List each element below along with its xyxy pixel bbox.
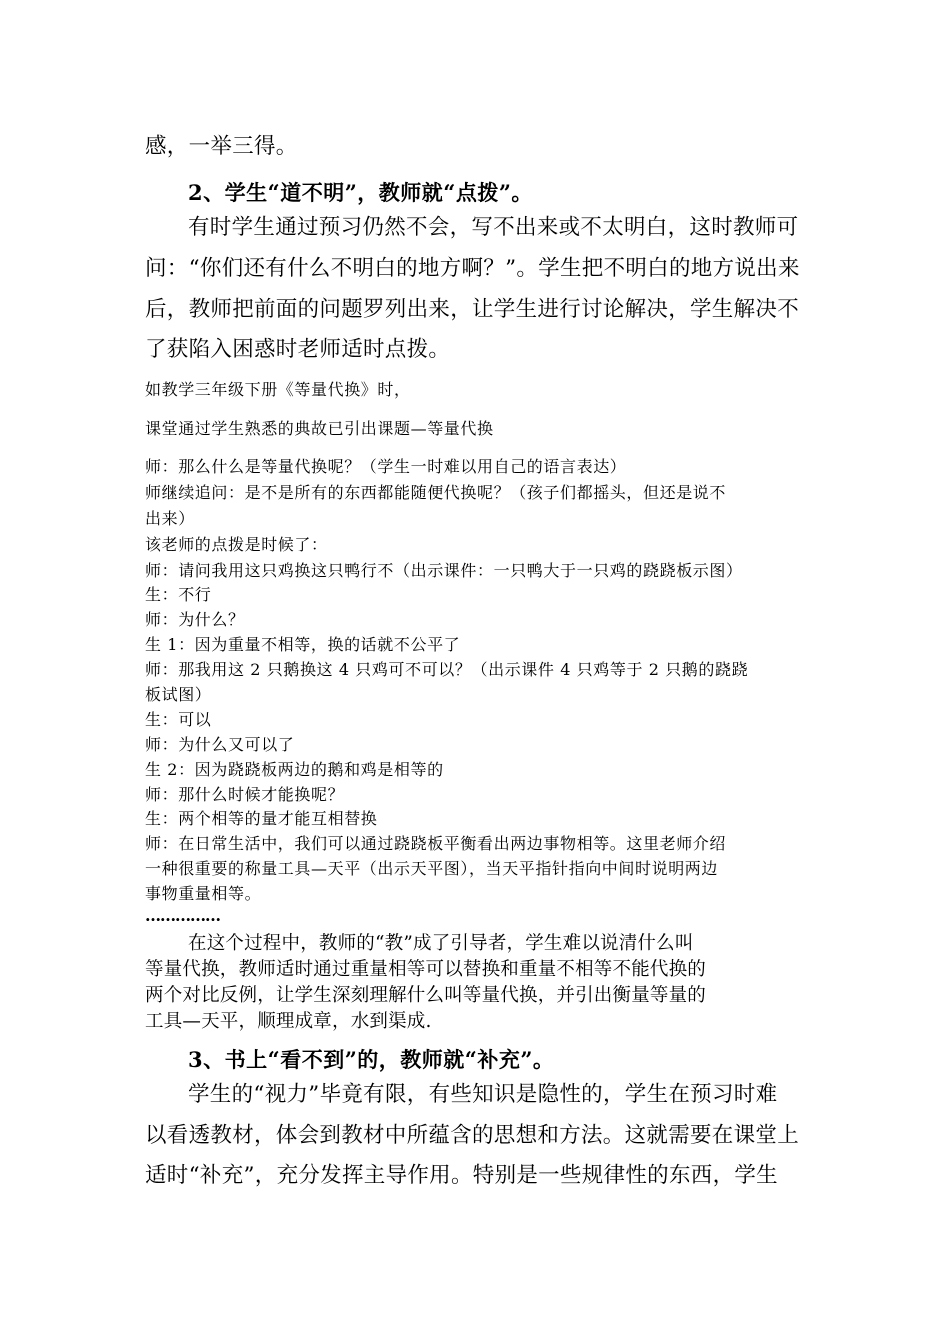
dialogue-line: 生 2：因为跷跷板两边的鹅和鸡是相等的	[145, 760, 444, 779]
dialogue-line: 师：为什么？	[145, 610, 245, 629]
dialogue-line: 师：为什么又可以了	[145, 735, 295, 754]
paragraph-line: 有时学生通过预习仍然不会，写不出来或不太明白，这时教师可	[188, 215, 799, 240]
example-line: 如教学三年级下册《等量代换》时，	[145, 380, 411, 399]
dialogue-line: 生：可以	[145, 710, 212, 729]
paragraph-line: 了获陷入困惑时老师适时点拨。	[145, 337, 451, 362]
dialogue-line: 师：在日常生活中，我们可以通过跷跷板平衡看出两边事物相等。这里老师介绍	[145, 834, 727, 853]
dialogue-line: 出来）	[145, 509, 195, 528]
dialogue-line: 师：那什么时候才能换呢？	[145, 785, 345, 804]
dialogue-line: 一种很重要的称量工具—天平（出示天平图），当天平指针指向中间时说明两边	[145, 859, 719, 878]
dialogue-line: 该老师的点拨是时候了：	[145, 535, 328, 554]
paragraph-line: 问：“你们还有什么不明白的地方啊？”。学生把不明白的地方说出来	[145, 256, 800, 281]
dialogue-line: 板试图）	[145, 685, 212, 704]
dialogue-line: 生：两个相等的量才能互相替换	[145, 809, 378, 828]
paragraph-line: 学生的“视力”毕竟有限，有些知识是隐性的，学生在预习时难	[188, 1082, 778, 1107]
dialogue-line: 生 1：因为重量不相等，换的话就不公平了	[145, 635, 461, 654]
dialogue-line: 师：请问我用这只鸡换这只鸭行不（出示课件：一只鸭大于一只鸡的跷跷板示图）	[145, 561, 743, 580]
dialogue-line: 师：那么什么是等量代换呢？（学生一时难以用自己的语言表达）	[145, 457, 627, 476]
dialogue-line: 生：不行	[145, 585, 212, 604]
dialogue-line: 师：那我用这 2 只鹅换这 4 只鸡可不可以？（出示课件 4 只鸡等于 2 只鹅的跷跷	[145, 660, 749, 679]
paragraph-line: 等量代换，教师适时通过重量相等可以替换和重量不相等不能代换的	[145, 959, 707, 980]
example-line: 课堂通过学生熟悉的典故已引出课题—等量代换	[145, 419, 494, 438]
paragraph-line: 在这个过程中，教师的“教”成了引导者，学生难以说清什么叫	[188, 933, 694, 954]
section-heading-3: 3、书上“看不到”的，教师就“补充”。	[188, 1047, 555, 1072]
section-heading-2: 2、学生“道不明”，教师就“点拨”。	[188, 180, 533, 205]
paragraph-line: 工具—天平，顺理成章，水到渠成.	[145, 1011, 432, 1032]
paragraph-line: 两个对比反例，让学生深刻理解什么叫等量代换，并引出衡量等量的	[145, 985, 707, 1006]
dialogue-line: 师继续追问：是不是所有的东西都能随便代换呢？（孩子们都摇头，但还是说不	[145, 483, 727, 502]
paragraph-line: 以看透教材，体会到教材中所蕴含的思想和方法。这就需要在课堂上	[145, 1123, 800, 1148]
paragraph-line: 适时“补充”，充分发挥主导作用。特别是一些规律性的东西，学生	[145, 1163, 778, 1188]
paragraph-line: 后，教师把前面的问题罗列出来，让学生进行讨论解决，学生解决不	[145, 297, 800, 322]
dialogue-line: 事物重量相等。	[145, 884, 262, 903]
paragraph-line: 感，一举三得。	[145, 134, 298, 159]
ellipsis-separator: ……………	[145, 906, 220, 925]
